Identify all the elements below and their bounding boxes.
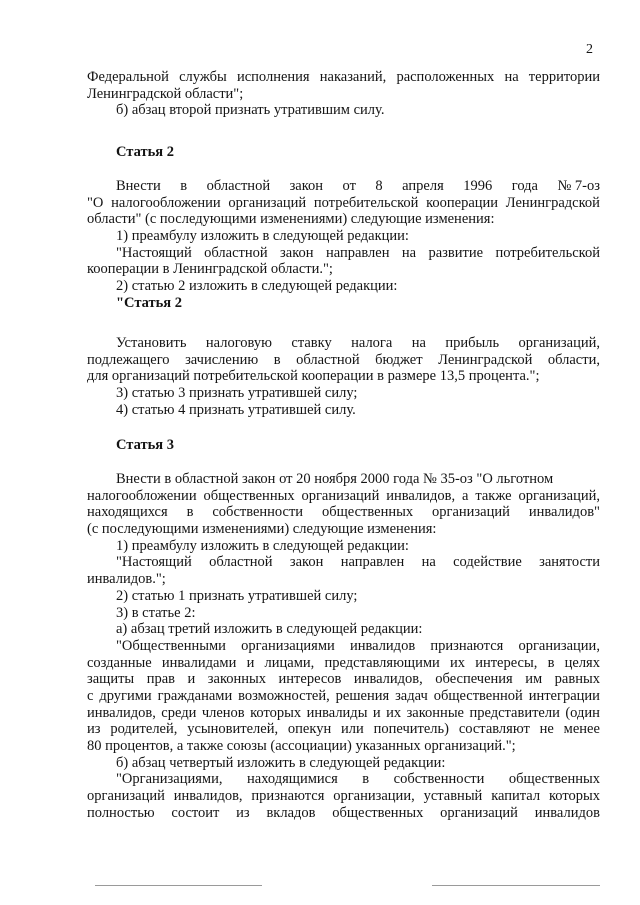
word: года xyxy=(511,178,538,194)
word: им xyxy=(525,671,543,688)
text-line xyxy=(87,488,600,505)
word: с xyxy=(87,687,94,704)
page-number: 2 xyxy=(586,42,593,57)
word: лицами, xyxy=(264,654,315,671)
word: налога xyxy=(351,335,393,351)
word: прибыль xyxy=(445,335,500,351)
text-line: (с последующими изменениями) следующие изменения: xyxy=(87,521,437,538)
word: направлен xyxy=(325,244,390,261)
text-line xyxy=(87,352,600,369)
text-line xyxy=(87,771,600,788)
word: уставный xyxy=(423,788,483,805)
word: на xyxy=(504,69,519,85)
text-line: Внести в областной закон от 20 ноября 2000 года № 35-оз "О льготном xyxy=(116,471,554,487)
word: 8 xyxy=(375,178,383,194)
word: капитал xyxy=(491,788,541,805)
text-line: 1) преамбулу изложить в следующей редакции: xyxy=(116,537,409,554)
word: представляющими xyxy=(324,654,440,671)
word: закон xyxy=(289,178,324,194)
word: (один xyxy=(565,704,600,721)
text-line xyxy=(87,805,600,822)
word: собственности xyxy=(212,504,304,521)
article-3-text xyxy=(87,471,600,821)
word: организации, xyxy=(518,637,600,654)
word: организаций xyxy=(301,487,380,504)
word: территории xyxy=(528,69,600,85)
text-line xyxy=(87,245,600,262)
word: Установить xyxy=(116,335,187,351)
word: налогообложении xyxy=(87,487,197,504)
word: наказаний, xyxy=(319,69,387,85)
word: инвалидов, xyxy=(173,788,243,805)
text-line xyxy=(87,178,600,195)
text-line: Ленинградской области"; xyxy=(87,85,244,102)
word: Внести xyxy=(116,178,161,194)
word: подлежащего xyxy=(87,351,170,368)
text-line xyxy=(87,638,600,655)
word: налогообложении xyxy=(111,194,221,211)
word: закон xyxy=(289,554,324,571)
text-line xyxy=(87,671,600,688)
word: от xyxy=(342,178,356,194)
word: "Общественными xyxy=(116,637,226,654)
word: на xyxy=(421,554,436,571)
word: организации, xyxy=(333,788,415,805)
text-line: для организаций потребительской кооперации в размере 13,5 процента."; xyxy=(87,368,540,385)
word: закон xyxy=(280,244,314,261)
word: инвалидов" xyxy=(528,504,600,521)
text-line: 1) преамбулу изложить в следующей редакции: xyxy=(116,228,409,245)
word: состоит xyxy=(171,804,220,821)
text-line: инвалидов."; xyxy=(87,571,166,588)
article-2 xyxy=(87,144,600,161)
word: или xyxy=(341,721,364,738)
footer-rule-right xyxy=(432,885,600,886)
word: решения xyxy=(335,687,390,704)
word: законных xyxy=(207,671,267,688)
text-line xyxy=(87,655,600,672)
word: интеграции xyxy=(528,687,600,704)
word: признаются xyxy=(251,788,325,805)
word: организаций, xyxy=(518,487,600,504)
word: возможностей, xyxy=(238,687,330,704)
text-line: 2) статью 2 изложить в следующей редакции: xyxy=(116,278,398,295)
word: в xyxy=(273,351,281,368)
word: 1996 xyxy=(463,178,493,194)
word: организаций xyxy=(87,788,165,805)
word: которых xyxy=(250,704,302,721)
text-line xyxy=(87,554,600,571)
text-line: 3) статью 3 признать утратившей силу; xyxy=(116,385,358,402)
word: "Настоящий xyxy=(116,554,192,571)
word: в xyxy=(186,504,194,521)
text-line: б) абзац второй признать утратившим силу. xyxy=(116,102,385,119)
text-line: 2) статью 1 признать утратившей силу; xyxy=(116,587,358,604)
word: менее xyxy=(563,721,600,738)
word: кооперации xyxy=(426,194,499,211)
article-3 xyxy=(87,437,600,454)
word: полностью xyxy=(87,804,155,821)
word: инвалидов xyxy=(534,804,600,821)
word: организациями xyxy=(241,637,335,654)
text-line: а) абзац третий изложить в следующей редакции: xyxy=(116,621,423,638)
text-line: кооперации в Ленинградской области."; xyxy=(87,261,333,278)
word: вкладов xyxy=(266,804,316,821)
word: содействие xyxy=(453,554,522,571)
word: законные xyxy=(406,704,464,721)
word: их xyxy=(386,704,402,721)
word: областной xyxy=(204,244,268,261)
word: "О xyxy=(87,194,104,211)
word: и xyxy=(187,671,196,688)
word: и xyxy=(372,704,381,721)
word: организаций xyxy=(440,804,518,821)
word: прав xyxy=(146,671,175,688)
text-line: 4) статью 4 признать утратившей силу. xyxy=(116,401,356,418)
word: которых xyxy=(548,788,600,805)
word: областной xyxy=(209,554,273,571)
text-line xyxy=(87,788,600,805)
word: не xyxy=(539,721,554,738)
word: бюджет xyxy=(375,351,423,368)
text-line xyxy=(87,335,600,352)
word: направлен xyxy=(340,554,405,571)
word: в xyxy=(547,654,555,671)
text-line: области" (с последующими изменениями) следующие изменения: xyxy=(87,211,495,228)
word: расположенных xyxy=(396,69,495,85)
text-line xyxy=(87,705,600,722)
intro-block xyxy=(87,69,600,119)
word: интересы, xyxy=(475,654,538,671)
text-line xyxy=(87,504,600,521)
word: из xyxy=(236,804,250,821)
word: их xyxy=(449,654,465,671)
word: инвалидов, xyxy=(353,671,423,688)
word: созданные xyxy=(87,654,152,671)
word: организаций xyxy=(228,194,307,211)
word: "Организациями, xyxy=(116,771,223,788)
text-line xyxy=(87,69,600,86)
word: обеспечения xyxy=(435,671,513,688)
word: а xyxy=(462,487,469,504)
word: опекун xyxy=(287,721,332,738)
word: общественных xyxy=(322,504,414,521)
word: инвалидов, xyxy=(87,704,156,721)
word: занятости xyxy=(539,554,600,571)
word: областной xyxy=(206,178,271,194)
word: области, xyxy=(547,351,600,368)
word: представители xyxy=(469,704,560,721)
word: усыновителей, xyxy=(187,721,279,738)
word: зачислению xyxy=(185,351,259,368)
article-2-body xyxy=(87,335,600,418)
word: другими xyxy=(99,687,152,704)
word: общественных xyxy=(332,804,424,821)
word: апреля xyxy=(402,178,444,194)
text-line: 3) в статье 2: xyxy=(116,604,196,621)
word: интересов xyxy=(278,671,342,688)
word: защиты xyxy=(87,671,135,688)
word: находящихся xyxy=(87,504,168,521)
text-line xyxy=(87,721,600,738)
word: налоговую xyxy=(205,335,272,351)
article-heading: Статья 3 xyxy=(116,437,174,453)
word: № 7-оз xyxy=(557,178,600,194)
word: исполнения xyxy=(236,69,310,85)
word: потребительской xyxy=(495,244,600,261)
word: признаются xyxy=(430,637,504,654)
article-heading: Статья 2 xyxy=(116,144,174,160)
word: находящимися xyxy=(247,771,338,788)
text-line: б) абзац четвертый изложить в следующей редакции: xyxy=(116,754,446,771)
footer-rule-left xyxy=(95,885,262,886)
word: инвалидов, xyxy=(386,487,456,504)
word: на xyxy=(411,335,426,351)
article-2-text xyxy=(87,178,600,312)
word: в xyxy=(180,178,188,194)
word: собственности xyxy=(393,771,485,788)
word: общественных xyxy=(203,487,295,504)
word: из xyxy=(87,721,101,738)
word: членов xyxy=(201,704,245,721)
word: потребительской xyxy=(313,194,419,211)
word: службы xyxy=(179,69,227,85)
word: общественных xyxy=(508,771,600,788)
word: организаций xyxy=(432,504,510,521)
text-line xyxy=(87,195,600,212)
word: среди xyxy=(161,704,197,721)
word: и xyxy=(246,654,255,671)
word: гражданами xyxy=(157,687,233,704)
word: инвалиды xyxy=(306,704,368,721)
word: задач xyxy=(395,687,428,704)
word: инвалидами xyxy=(161,654,237,671)
word: равных xyxy=(554,671,600,688)
word: целях xyxy=(564,654,600,671)
word: общественной xyxy=(433,687,523,704)
text-line: 80 процентов, а также союзы (ассоциации) указанных организаций."; xyxy=(87,738,516,754)
word: Ленинградской xyxy=(505,194,600,211)
word: на xyxy=(401,244,417,261)
word: ставку xyxy=(291,335,332,351)
word: инвалидов xyxy=(349,637,416,654)
word: организаций, xyxy=(518,335,600,351)
word: развитие xyxy=(428,244,484,261)
word: родителей, xyxy=(110,721,178,738)
quoted-article-heading: "Статья 2 xyxy=(116,294,183,311)
word: "Настоящий xyxy=(116,244,192,261)
word: составляют xyxy=(458,721,530,738)
text-line xyxy=(87,688,600,705)
word: Федеральной xyxy=(87,69,169,85)
word: Ленинградской xyxy=(438,351,533,368)
word: областной xyxy=(296,351,360,368)
word: в xyxy=(362,771,370,788)
word: попечитель) xyxy=(373,721,449,738)
word: также xyxy=(475,487,512,504)
